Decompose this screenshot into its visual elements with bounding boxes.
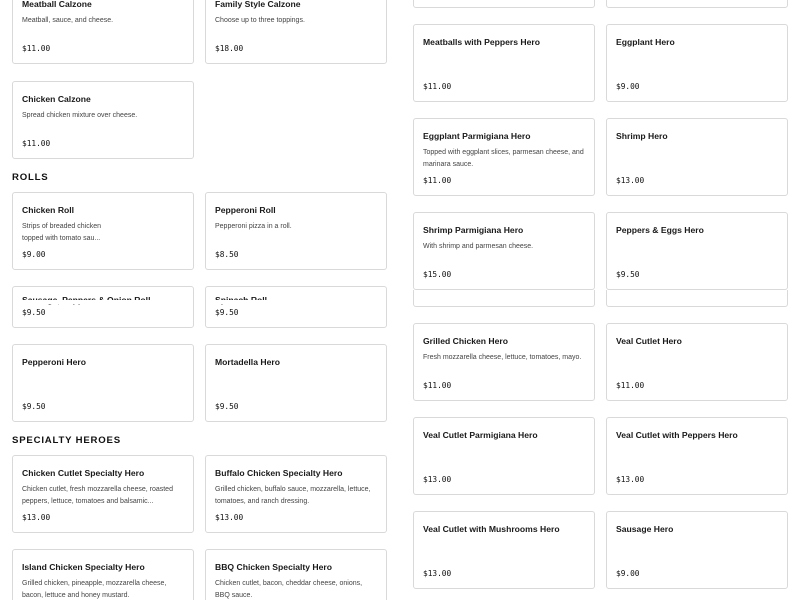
menu-item-description: Choose up to three toppings. (215, 17, 305, 24)
menu-item-description: Chicken cutlet, fresh mozzarella cheese, roasted peppers, lettuce, tomatoes and balsamic... (22, 486, 173, 505)
menu-item-card[interactable] (606, 323, 788, 401)
menu-item-name: Shrimp Hero (616, 131, 668, 141)
menu-item-card[interactable] (12, 0, 194, 64)
menu-item-price: $13.00 (22, 513, 51, 522)
section-heading-specialty-heroes: SPECIALTY HEROES (12, 435, 121, 446)
menu-item-card[interactable] (413, 323, 595, 401)
menu-item-price: $11.00 (423, 82, 452, 91)
menu-item-card[interactable] (413, 417, 595, 495)
menu-item-card[interactable] (205, 455, 387, 533)
menu-item-name: Pepperoni Hero (22, 357, 86, 367)
menu-item-name: Peppers & Eggs Hero (616, 225, 704, 235)
menu-item-price: $13.00 (215, 513, 244, 522)
menu-item-card[interactable] (413, 290, 595, 307)
menu-item-price: $11.00 (423, 176, 452, 185)
menu-item-card[interactable] (12, 192, 194, 270)
menu-item-name: Eggplant Hero (616, 37, 675, 47)
menu-item-description: With shrimp and parmesan cheese. (423, 243, 534, 250)
menu-item-name: Grilled Chicken Hero (423, 336, 509, 346)
menu-item-name: Chicken Cutlet Specialty Hero (22, 468, 145, 478)
menu-item-price: $11.00 (22, 139, 51, 148)
menu-item-description: Strips of breaded chicken topped with tomato sau... (22, 223, 101, 242)
menu-item-price: $13.00 (616, 176, 645, 185)
menu-item-card[interactable] (205, 344, 387, 422)
menu-item-name: BBQ Chicken Specialty Hero (215, 562, 333, 572)
menu-item-name: Shrimp Parmigiana Hero (423, 225, 524, 235)
menu-item-price: $9.50 (22, 402, 46, 411)
menu-item-card[interactable] (12, 344, 194, 422)
menu-item-price: $13.00 (423, 475, 452, 484)
menu-item-name: Veal Cutlet Parmigiana Hero (423, 430, 538, 440)
menu-item-card[interactable] (606, 0, 788, 8)
menu-item-name: Veal Cutlet with Mushrooms Hero (423, 524, 560, 534)
menu-item-price: $11.00 (616, 381, 645, 390)
menu-item-name: Chicken Calzone (22, 94, 91, 104)
menu-item-description: Grilled chicken, buffalo sauce, mozzarella, lettuce, tomatoes, and ranch dressing. (215, 486, 371, 505)
menu-item-name: Eggplant Parmigiana Hero (423, 131, 531, 141)
menu-item-price: $9.50 (616, 270, 640, 279)
menu-item-card[interactable] (606, 290, 788, 307)
menu-item-card[interactable] (606, 118, 788, 196)
menu-item-description: Chicken cutlet, bacon, cheddar cheese, onions, BBQ sauce. (215, 580, 363, 599)
section-heading-rolls: ROLLS (12, 172, 49, 183)
menu-item-card[interactable] (12, 455, 194, 533)
menu-item-card[interactable] (205, 0, 387, 64)
menu-item-name: Sausage Hero (616, 524, 674, 534)
menu-item-price: $11.00 (423, 381, 452, 390)
menu-item-name: Family Style Calzone (215, 0, 301, 9)
menu-item-name: Buffalo Chicken Specialty Hero (215, 468, 343, 478)
menu-item-price: $13.00 (423, 569, 452, 578)
menu-item-card[interactable] (413, 118, 595, 196)
menu-item-price: $8.50 (215, 250, 239, 259)
menu-item-description: Topped with eggplant slices, parmesan cheese, and marinara sauce. (423, 149, 584, 168)
menu-item-name: Veal Cutlet Hero (616, 336, 682, 346)
menu-item-card[interactable] (413, 511, 595, 589)
menu-item-card[interactable] (606, 212, 788, 290)
menu-item-name: Veal Cutlet with Peppers Hero (616, 430, 738, 440)
menu-item-name: Meatball Calzone (22, 0, 92, 9)
menu-item-card[interactable] (413, 0, 595, 8)
menu-item-card[interactable] (205, 286, 387, 328)
menu-item-card[interactable] (606, 417, 788, 495)
menu-item-card[interactable] (606, 24, 788, 102)
menu-item-price: $9.00 (616, 569, 640, 578)
menu-item-price: $11.00 (22, 44, 51, 53)
scroll-overlap-band (206, 300, 386, 304)
menu-item-price: $15.00 (423, 270, 452, 279)
menu-item-price: $9.50 (215, 308, 239, 317)
menu-item-name: Pepperoni Roll (215, 205, 276, 215)
menu-item-card[interactable] (606, 511, 788, 589)
menu-item-card[interactable] (12, 81, 194, 159)
scroll-overlap-band (13, 300, 193, 304)
menu-item-price: $9.50 (215, 402, 239, 411)
menu-item-price: $9.00 (616, 82, 640, 91)
menu-item-name: Chicken Roll (22, 205, 75, 215)
menu-item-description: Pepperoni pizza in a roll. (215, 223, 292, 230)
menu-item-card[interactable] (413, 212, 595, 290)
menu-item-description: Spread chicken mixture over cheese. (22, 112, 138, 119)
menu-item-price: $13.00 (616, 475, 645, 484)
menu-item-description: Fresh mozzarella cheese, lettuce, tomatoes, mayo. (423, 354, 582, 361)
menu-item-price: $9.00 (22, 250, 46, 259)
menu-item-price: $9.50 (22, 308, 46, 317)
menu-item-card[interactable] (413, 24, 595, 102)
menu-item-name: Island Chicken Specialty Hero (22, 562, 145, 572)
menu-item-card[interactable] (205, 549, 387, 600)
menu-item-description: Grilled chicken, pineapple, mozzarella cheese, bacon, lettuce and honey mustard. (22, 580, 167, 599)
menu-item-card[interactable] (12, 549, 194, 600)
menu-item-description: Meatball, sauce, and cheese. (22, 17, 114, 24)
menu-item-name: Mortadella Hero (215, 357, 280, 367)
menu-item-card[interactable] (205, 192, 387, 270)
menu-item-name: Meatballs with Peppers Hero (423, 37, 541, 47)
menu-item-card[interactable] (12, 286, 194, 328)
menu-item-price: $18.00 (215, 44, 244, 53)
